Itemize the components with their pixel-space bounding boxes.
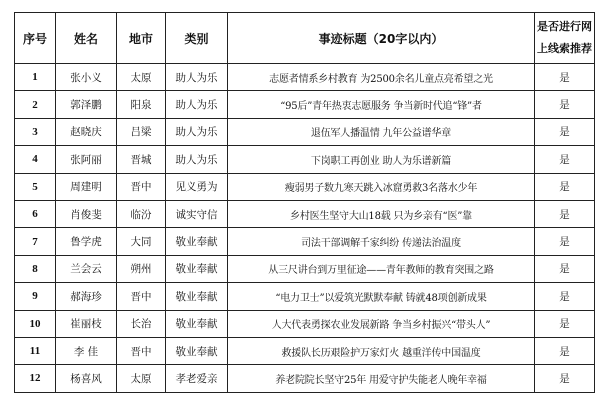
cell-recommend: 是	[535, 255, 595, 282]
header-seq: 序号	[15, 13, 56, 64]
cell-recommend: 是	[535, 283, 595, 310]
cell-name: 郭泽鹏	[56, 91, 117, 118]
cell-name: 赵晓庆	[56, 118, 117, 145]
cell-category: 敬业奉献	[166, 228, 228, 255]
cell-seq: 11	[15, 337, 56, 364]
cell-seq: 12	[15, 365, 56, 392]
cell-title: 救援队长历艰险护万家灯火 越重洋传中国温度	[228, 337, 535, 364]
cell-recommend: 是	[535, 200, 595, 227]
cell-title: “电力卫士”以爱筑光默默奉献 铸就48项创新成果	[228, 283, 535, 310]
cell-city: 太原	[117, 64, 166, 91]
cell-category: 孝老爱亲	[166, 365, 228, 392]
table-row	[15, 146, 595, 173]
table-row	[15, 91, 595, 118]
cell-title: 人大代表勇探农业发展新路 争当乡村振兴“带头人”	[228, 310, 535, 337]
cell-city: 朔州	[117, 255, 166, 282]
cell-city: 太原	[117, 365, 166, 392]
cell-seq: 10	[15, 310, 56, 337]
header-city: 地市	[117, 13, 166, 64]
cell-recommend: 是	[535, 146, 595, 173]
cell-category: 见义勇为	[166, 173, 228, 200]
recommendation-table	[14, 12, 595, 393]
cell-city: 晋城	[117, 146, 166, 173]
cell-recommend: 是	[535, 365, 595, 392]
cell-seq: 5	[15, 173, 56, 200]
cell-seq: 1	[15, 64, 56, 91]
cell-category: 助人为乐	[166, 118, 228, 145]
cell-name: 崔丽枝	[56, 310, 117, 337]
cell-category: 敬业奉献	[166, 337, 228, 364]
cell-seq: 9	[15, 283, 56, 310]
cell-title: “95后”青年热衷志愿服务 争当新时代追“锋”者	[228, 91, 535, 118]
cell-name: 李 佳	[56, 337, 117, 364]
header-category: 类别	[166, 13, 228, 64]
cell-recommend: 是	[535, 337, 595, 364]
cell-name: 兰会云	[56, 255, 117, 282]
cell-seq: 2	[15, 91, 56, 118]
cell-city: 晋中	[117, 173, 166, 200]
table-header-row	[15, 13, 595, 64]
cell-title: 从三尺讲台到万里征途——青年教师的教育突围之路	[228, 255, 535, 282]
cell-title: 乡村医生坚守大山18载 只为乡亲有“医”靠	[228, 200, 535, 227]
cell-recommend: 是	[535, 173, 595, 200]
table-row	[15, 200, 595, 227]
cell-category: 敬业奉献	[166, 310, 228, 337]
cell-seq: 7	[15, 228, 56, 255]
cell-title: 下岗职工再创业 助人为乐谱新篇	[228, 146, 535, 173]
header-title: 事迹标题（20字以内）	[228, 13, 535, 64]
table-row	[15, 337, 595, 364]
cell-recommend: 是	[535, 228, 595, 255]
header-recommend: 是否进行网上线索推荐	[535, 13, 595, 64]
cell-category: 助人为乐	[166, 91, 228, 118]
cell-title: 志愿者情系乡村教育 为2500余名儿童点亮希望之光	[228, 64, 535, 91]
cell-title: 瘦弱男子数九寒天跳入冰窟勇救3名落水少年	[228, 173, 535, 200]
cell-seq: 6	[15, 200, 56, 227]
cell-recommend: 是	[535, 91, 595, 118]
cell-seq: 4	[15, 146, 56, 173]
cell-city: 吕梁	[117, 118, 166, 145]
cell-recommend: 是	[535, 310, 595, 337]
cell-city: 长治	[117, 310, 166, 337]
cell-city: 晋中	[117, 337, 166, 364]
table-row	[15, 283, 595, 310]
cell-recommend: 是	[535, 64, 595, 91]
cell-title: 退伍军人播温情 九年公益谱华章	[228, 118, 535, 145]
table-row	[15, 173, 595, 200]
cell-name: 杨喜风	[56, 365, 117, 392]
cell-city: 大同	[117, 228, 166, 255]
table-row	[15, 64, 595, 91]
cell-name: 张小义	[56, 64, 117, 91]
cell-name: 郝海珍	[56, 283, 117, 310]
cell-name: 鲁学虎	[56, 228, 117, 255]
cell-city: 临汾	[117, 200, 166, 227]
header-name: 姓名	[56, 13, 117, 64]
table-row	[15, 365, 595, 392]
cell-city: 晋中	[117, 283, 166, 310]
cell-category: 敬业奉献	[166, 283, 228, 310]
table-row	[15, 310, 595, 337]
cell-category: 诚实守信	[166, 200, 228, 227]
cell-name: 肖俊斐	[56, 200, 117, 227]
cell-category: 敬业奉献	[166, 255, 228, 282]
table-row	[15, 118, 595, 145]
table-row	[15, 228, 595, 255]
cell-city: 阳泉	[117, 91, 166, 118]
cell-seq: 8	[15, 255, 56, 282]
table-row	[15, 255, 595, 282]
cell-title: 养老院院长坚守25年 用爱守护失能老人晚年幸福	[228, 365, 535, 392]
cell-seq: 3	[15, 118, 56, 145]
cell-recommend: 是	[535, 118, 595, 145]
cell-category: 助人为乐	[166, 64, 228, 91]
cell-name: 周建明	[56, 173, 117, 200]
cell-title: 司法干部调解千家纠纷 传递法治温度	[228, 228, 535, 255]
cell-name: 张阿丽	[56, 146, 117, 173]
cell-category: 助人为乐	[166, 146, 228, 173]
